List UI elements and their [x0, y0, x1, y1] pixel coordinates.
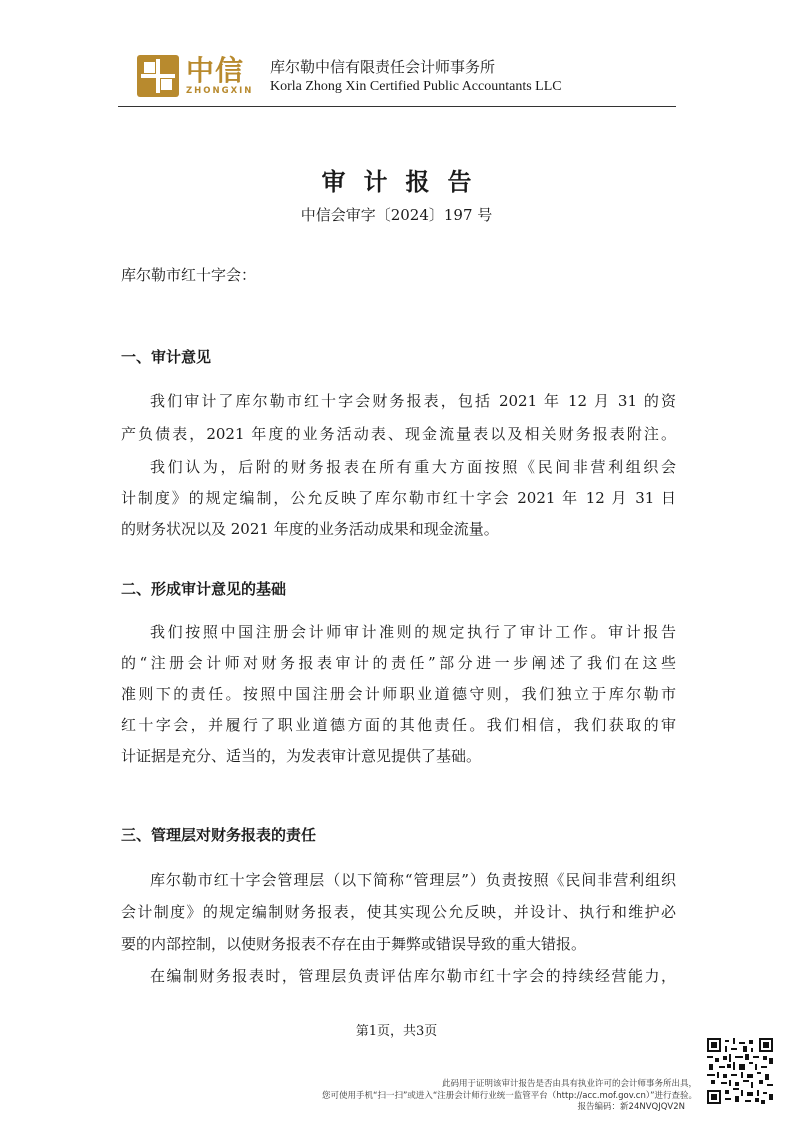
paragraph-line: 库尔勒市红十字会管理层（以下简称“管理层”）负责按照《民间非营利组织	[150, 871, 676, 889]
paragraph-line: 的“注册会计师对财务报表审计的责任”部分进一步阐述了我们在这些	[121, 654, 676, 672]
header-divider	[118, 106, 676, 107]
page-number: 第1页，共3页	[355, 1024, 438, 1039]
paragraph-line: 的财务状况以及 2021 年度的业务活动成果和现金流量。	[121, 520, 499, 538]
paragraph-line: 计证据是充分、适当的，为发表审计意见提供了基础。	[121, 747, 482, 765]
section-heading: 一、审计意见	[121, 348, 212, 366]
paragraph-line: 我们按照中国注册会计师审计准则的规定执行了审计工作。审计报告	[150, 623, 676, 641]
verification-note-line1: 此码用于证明该审计报告是否由具有执业许可的会计师事务所出具，	[441, 1079, 697, 1089]
paragraph-line: 会计制度》的规定编制财务报表，使其实现公允反映，并设计、执行和维护必	[121, 903, 676, 921]
section-heading: 三、管理层对财务报表的责任	[121, 826, 317, 844]
firm-name-zh: 库尔勒中信有限责任会计师事务所	[270, 58, 496, 76]
paragraph-line: 在编制财务报表时，管理层负责评估库尔勒市红十字会的持续经营能力，	[150, 967, 676, 985]
logo-wordmark-zh: 中信	[186, 54, 245, 87]
report-number: 中信会审字〔2024〕197 号	[300, 206, 493, 224]
verification-note-line2: 您可使用手机“扫一扫”或进入“注册会计师行业统一监管平台（http://acc.mof.gov.cn）”进行查验。	[322, 1091, 697, 1101]
paragraph-line: 我们认为，后附的财务报表在所有重大方面按照《民间非营利组织会	[150, 458, 676, 476]
firm-name-en: Korla Zhong Xin Certified Public Accountants LLC	[270, 79, 562, 94]
logo-wordmark-en: ZHONGXIN	[186, 86, 254, 96]
section-heading: 二、形成审计意见的基础	[121, 580, 287, 598]
paragraph-line: 产负债表，2021 年度的业务活动表、现金流量表以及相关财务报表附注。	[121, 425, 676, 443]
addressee: 库尔勒市红十字会：	[121, 266, 257, 284]
paragraph-line: 计制度》的规定编制，公允反映了库尔勒市红十字会 2021 年 12 月 31 日	[121, 489, 676, 507]
paragraph-line: 红十字会，并履行了职业道德方面的其他责任。我们相信，我们获取的审	[121, 716, 676, 734]
paragraph-line: 准则下的责任。按照中国注册会计师职业道德守则，我们独立于库尔勒市	[121, 685, 676, 703]
report-code: 报告编码：新24NVQJQV2N	[577, 1102, 685, 1112]
paragraph-line: 要的内部控制，以使财务报表不存在由于舞弊或错误导致的重大错报。	[121, 935, 587, 953]
paragraph-line: 我们审计了库尔勒市红十字会财务报表，包括 2021 年 12 月 31 的资	[150, 392, 676, 410]
report-title: 审计报告	[321, 168, 490, 196]
zhongxin-logo-icon	[137, 55, 179, 97]
verification-qr-code-icon[interactable]	[707, 1038, 773, 1104]
